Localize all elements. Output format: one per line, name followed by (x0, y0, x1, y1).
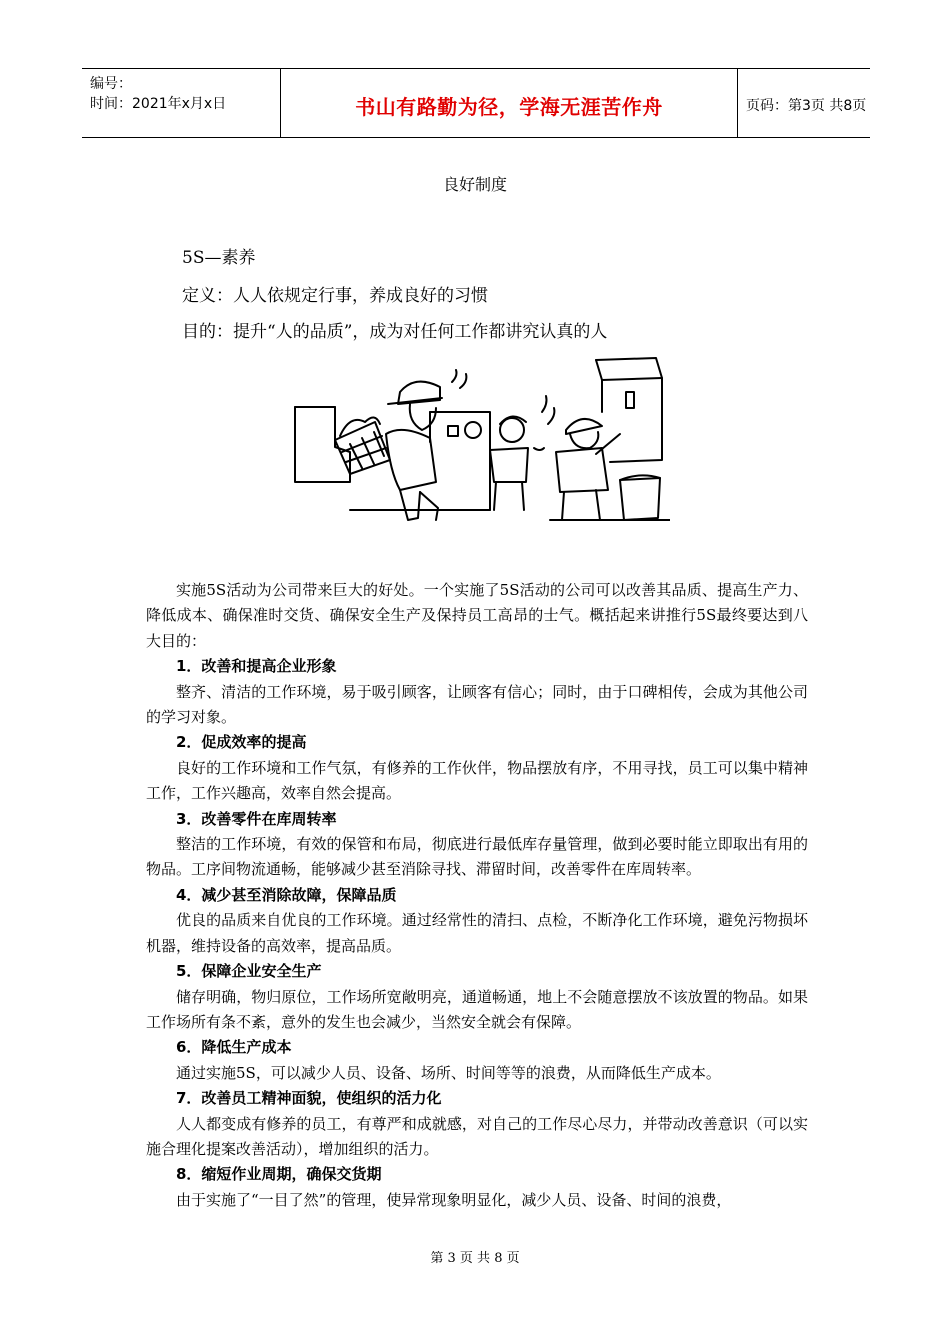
item-text: 优良的品质来自优良的工作环境。通过经常性的清扫、点检，不断净化工作环境，避免污物损坏机器，维持设备的高效率，提高品质。 (146, 911, 808, 955)
item-text: 整洁的工作环境，有效的保管和布局，彻底进行最低库存量管理，做到必要时能立即取出有用的物品。工序间物流通畅，能够减少甚至消除寻找、滞留时间，改善零件在库周转率。 (146, 835, 808, 879)
item-text: 良好的工作环境和工作气氛，有修养的工作伙伴，物品摆放有序，不用寻找，员工可以集中精神工作，工作兴趣高，效率自然会提高。 (146, 758, 808, 803)
intro-paragraph: 实施5S活动为公司带来巨大的好处。一个实施了5S活动的公司可以改善其品质、提高生产力、降低成本、确保准时交货、确保安全生产及保持员工高昂的士气。概括起来讲推行5S最终要达到八大目的： (146, 581, 808, 650)
header-motto-cell (280, 69, 738, 137)
header-table (82, 68, 870, 138)
header-left-cell (82, 69, 280, 137)
body-text (146, 578, 808, 1213)
item-heading: 8．缩短作业周期，确保交货期 (176, 1165, 382, 1184)
item-text: 人人都变成有修养的员工，有尊严和成就感，对自己的工作尽心尽力，并带动改善意识（可以实施合理化提案改善活动），增加组织的活力。 (146, 1114, 808, 1158)
item-text: 通过实施5S，可以减少人员、设备、场所、时间等等的浪费，从而降低生产成本。 (176, 1063, 721, 1082)
doc-title: 良好制度 (442, 175, 507, 194)
time-label: 时间：2021年x月x日 (90, 96, 227, 112)
item-heading: 5．保障企业安全生产 (176, 962, 322, 981)
header-page-cell (737, 69, 870, 137)
item-heading: 3．改善零件在库周转率 (176, 809, 337, 828)
item-heading: 2．促成效率的提高 (176, 733, 307, 752)
workers-illustration (290, 352, 670, 524)
item-heading: 6．降低生产成本 (176, 1038, 292, 1057)
item-heading: 4．减少甚至消除故障，保障品质 (176, 885, 397, 904)
page-info: 页码：第3页 共8页 (746, 98, 867, 114)
item-heading: 7．改善员工精神面貌，使组织的活力化 (176, 1089, 442, 1108)
item-heading: 1．改善和提高企业形象 (176, 657, 337, 676)
number-label: 编号： (90, 76, 132, 92)
page-footer: 第 3 页 共 8 页 (430, 1251, 520, 1266)
item-text: 储存明确，物归原位，工作场所宽敞明亮，通道畅通，地上不会随意摆放不该放置的物品。如果工作场所有条不紊，意外的发生也会减少，当然安全就会有保障。 (146, 987, 808, 1031)
section-definition: 定义：人人依规定行事，养成良好的习惯 (182, 286, 488, 306)
section-heading: 5S—素养 (182, 248, 256, 268)
motto: 书山有路勤为径，学海无涯苦作舟 (355, 95, 663, 119)
item-text: 由于实施了“一目了然”的管理，使异常现象明显化，减少人员、设备、时间的浪费， (176, 1190, 732, 1209)
section-purpose: 目的：提升“人的品质”，成为对任何工作都讲究认真的人 (182, 322, 608, 342)
item-text: 整齐、清洁的工作环境，易于吸引顾客，让顾客有信心；同时，由于口碑相传，会成为其他公司的学习对象。 (146, 682, 808, 727)
